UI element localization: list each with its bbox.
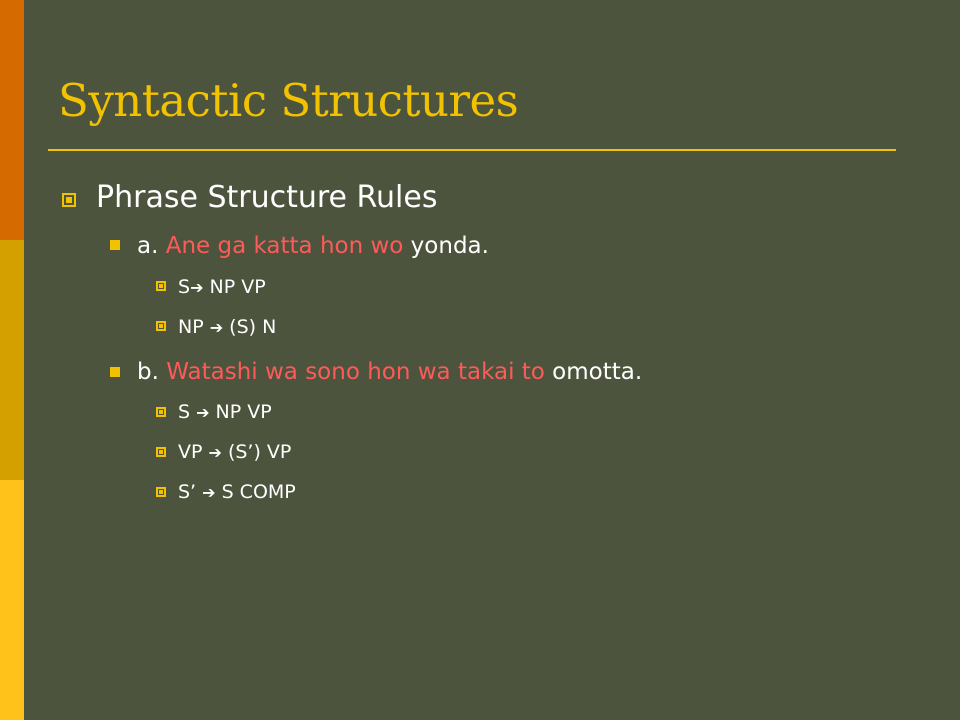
square-bullet-icon	[156, 487, 166, 497]
arrow-icon: ➔	[196, 403, 210, 422]
arrow-icon: ➔	[209, 318, 224, 337]
rule-lhs: NP	[178, 316, 210, 338]
rule-lhs: S	[178, 276, 191, 298]
example-b	[137, 358, 642, 386]
example-a-rest: yonda.	[403, 233, 489, 259]
rule-a-2	[178, 315, 276, 340]
rule-b-2	[178, 440, 291, 465]
square-bullet-icon	[156, 321, 166, 331]
example-b-label: b.	[137, 359, 167, 385]
rule-lhs: VP	[178, 441, 209, 463]
title-underline	[48, 149, 896, 151]
side-bar-yellow	[0, 480, 24, 720]
arrow-icon: ➔	[190, 278, 204, 297]
square-bullet-icon	[156, 281, 166, 291]
square-bullet-icon	[62, 193, 76, 207]
rule-b-1	[178, 400, 272, 425]
rule-a-1	[178, 275, 266, 300]
rule-rhs: (S’) VP	[221, 441, 292, 463]
arrow-icon: ➔	[208, 443, 222, 462]
square-bullet-icon	[156, 447, 166, 457]
rule-rhs: (S) N	[223, 316, 277, 338]
example-a-japanese: Ane ga katta hon wo	[165, 233, 404, 259]
side-bar-orange	[0, 0, 24, 240]
example-b-rest: omotta.	[544, 359, 643, 385]
heading-phrase-structure-rules: Phrase Structure Rules	[96, 180, 438, 215]
example-a	[137, 232, 489, 260]
slide-title: Syntactic Structures	[58, 74, 519, 127]
filled-square-bullet-icon	[110, 367, 120, 377]
rule-lhs: S’	[178, 481, 203, 503]
rule-lhs: S	[178, 401, 197, 423]
arrow-icon: ➔	[202, 483, 216, 502]
example-b-japanese: Watashi wa sono hon wa takai to	[166, 359, 545, 385]
rule-rhs: NP VP	[209, 401, 272, 423]
filled-square-bullet-icon	[110, 240, 120, 250]
example-a-label: a.	[137, 233, 166, 259]
rule-rhs: NP VP	[203, 276, 266, 298]
rule-rhs: S COMP	[215, 481, 296, 503]
square-bullet-icon	[156, 407, 166, 417]
side-bar-gold	[0, 240, 24, 480]
rule-b-3	[178, 480, 296, 505]
